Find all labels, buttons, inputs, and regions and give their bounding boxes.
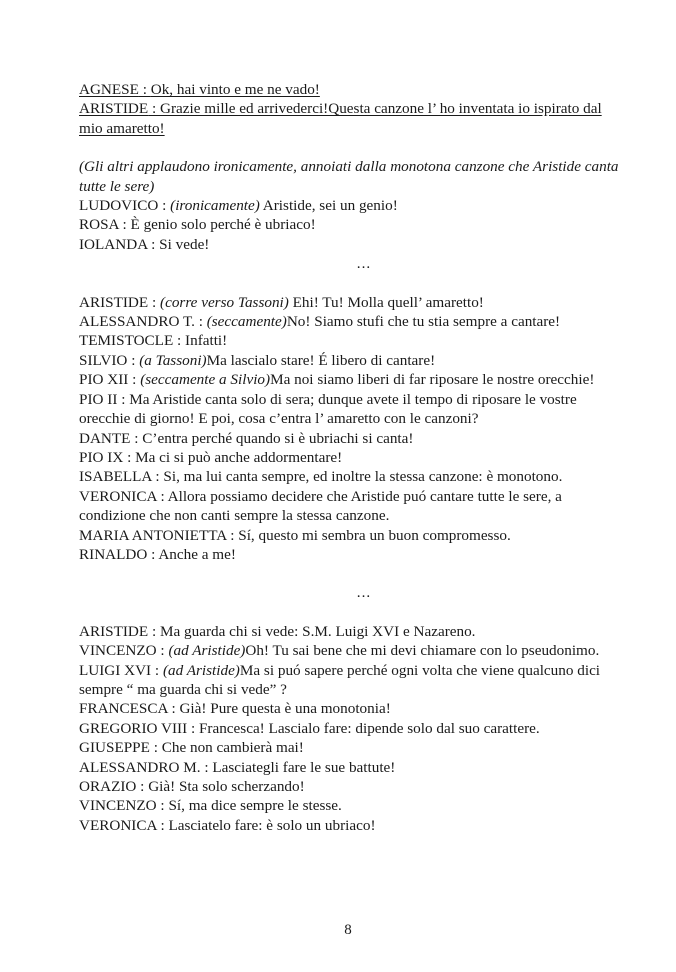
dialogue-text: Ehi! Tu! Molla quell’ amaretto! [288, 293, 484, 311]
dialogue-line: ARISTIDE : (corre verso Tassoni) Ehi! Tu! Molla quell’ amaretto! [79, 293, 484, 311]
dialogue-text: Lasciatelo fare: è solo un ubriaco! [168, 816, 376, 834]
dialogue-text: Ma Aristide canta solo di sera; dunque avete il tempo di riposare le vostre orecchie di giorno! E poi, cosa c’entra l’ amaretto con le canzoni? [79, 390, 577, 428]
stage-direction-inline: (corre verso Tassoni) [160, 293, 289, 311]
dialogue-line: TEMISTOCLE : Infatti! [79, 332, 228, 350]
dialogue-text: Lasciategli fare le sue battute! [212, 758, 396, 776]
dialogue-text: Già! Pure questa è una monotonia! [179, 700, 391, 718]
speaker-name: SILVIO [79, 351, 128, 369]
dialogue-line: ARISTIDE : Ma guarda chi si vede: S.M. Luigi XVI e Nazareno. [79, 622, 476, 640]
dialogue-line: VINCENZO : (ad Aristide)Oh! Tu sai bene che mi devi chiamare con lo pseudonimo. [79, 642, 600, 660]
speaker-name: VINCENZO [79, 642, 157, 660]
speaker-name: DANTE [79, 429, 131, 447]
dialogue-text: Ma ci si può anche addormentare! [135, 448, 343, 466]
scene-separator: ... [356, 255, 372, 273]
dialogue-text: Anche a me! [158, 545, 236, 563]
speaker-name: ISABELLA [79, 468, 152, 486]
speaker-name: TEMISTOCLE [79, 332, 174, 350]
speaker-name: FRANCESCA [79, 700, 168, 718]
dialogue-line: PIO XII : (seccamente a Silvio)Ma noi siamo liberi di far riposare le nostre orecchie! [79, 371, 595, 389]
dialogue-text: Allora possiamo decidere che Aristide puó cantare tutte le sere, a condizione che non canti sempre la stessa canzone. [79, 487, 562, 525]
speaker-name: ARISTIDE [79, 293, 149, 311]
dialogue-line: PIO IX : Ma ci si può anche addormentare! [79, 448, 343, 466]
page-number: 8 [344, 922, 352, 938]
speaker-name: ARISTIDE [79, 100, 149, 118]
dialogue-line: LUIGI XVI : (ad Aristide)Ma si puó sapere perché ogni volta che viene qualcuno dici sempre “ ma guarda chi si vede” ? [79, 661, 601, 698]
dialogue-line: MARIA ANTONIETTA : Sí, questo mi sembra un buon compromesso. [79, 526, 511, 544]
dialogue-line: ARISTIDE : Grazie mille ed arrivederci!Questa canzone l’ ho inventata io ispirato dal mio amaretto! [79, 100, 602, 137]
speaker-name: GREGORIO VIII [79, 719, 188, 737]
dialogue-line: ALESSANDRO M. : Lasciategli fare le sue battute! [79, 758, 396, 776]
dialogue-text: Ma si puó sapere perché ogni volta che viene qualcuno dici sempre “ ma guarda chi si vede” ? [79, 661, 601, 698]
stage-direction-inline: (seccamente a Silvio) [140, 371, 271, 389]
speaker-name: PIO IX [79, 448, 124, 466]
stage-direction [79, 157, 619, 196]
speaker-name: IOLANDA [79, 235, 148, 253]
dialogue-line: IOLANDA : Si vede! [79, 235, 210, 253]
dialogue-line: AGNESE : Ok, hai vinto e me ne vado! [79, 81, 320, 98]
stage-direction-inline: (ad Aristide) [162, 661, 240, 679]
dialogue-text: No! Siamo stufi che tu stia sempre a cantare! [286, 313, 561, 331]
speaker-name: PIO II [79, 390, 118, 408]
dialogue-text: Ok, hai vinto e me ne vado! [150, 81, 320, 98]
stage-direction-inline: (ad Aristide) [168, 642, 246, 660]
speaker-name: MARIA ANTONIETTA [79, 526, 227, 544]
dialogue-line: ALESSANDRO T. : (seccamente)No! Siamo stufi che tu stia sempre a cantare! [79, 313, 561, 331]
dialogue-line: DANTE : C’entra perché quando si è ubriachi si canta! [79, 429, 414, 447]
speaker-name: ROSA [79, 216, 119, 234]
dialogue-text: Oh! Tu sai bene che mi devi chiamare con lo pseudonimo. [245, 642, 600, 660]
dialogue-line: ROSA : È genio solo perché è ubriaco! [79, 216, 316, 234]
dialogue-text: Francesca! Lascialo fare: dipende solo dal suo carattere. [198, 719, 540, 737]
speaker-name: RINALDO [79, 545, 148, 563]
speaker-name: VERONICA [79, 487, 157, 505]
dialogue-text: Ma guarda chi si vede: S.M. Luigi XVI e Nazareno. [160, 622, 476, 640]
speaker-name: VINCENZO [79, 797, 157, 815]
dialogue-line: VINCENZO : Sí, ma dice sempre le stesse. [79, 797, 342, 815]
stage-direction-inline: (seccamente) [206, 313, 287, 331]
dialogue-text: Si, ma lui canta sempre, ed inoltre la stessa canzone: è monotono. [163, 468, 563, 486]
dialogue-text: Si vede! [159, 235, 210, 253]
speaker-name: PIO XII [79, 371, 129, 389]
speaker-name: ORAZIO [79, 778, 137, 795]
dialogue-text: Sí, questo mi sembra un buon compromesso. [238, 526, 511, 544]
dialogue-line: GIUSEPPE : Che non cambierà mai! [79, 739, 304, 757]
dialogue-line: PIO II : Ma Aristide canta solo di sera; dunque avete il tempo di riposare le vostre orecchie di giorno! E poi, cosa c’entra l’ amaretto con le canzoni? [79, 390, 577, 428]
speaker-name: LUIGI XVI [79, 661, 152, 679]
stage-direction-inline: (ironicamente) [170, 197, 260, 215]
speaker-name: ALESSANDRO T. [79, 313, 195, 331]
dialogue-text: C’entra perché quando si è ubriachi si canta! [142, 429, 414, 447]
dialogue-text: Grazie mille ed arrivederci!Questa canzone l’ ho inventata io ispirato dal mio amaretto! [79, 100, 602, 137]
dialogue-text: È genio solo perché è ubriaco! [130, 216, 316, 234]
dialogue-text: Sí, ma dice sempre le stesse. [168, 797, 342, 815]
scene-separator: ... [356, 584, 372, 602]
dialogue-line: SILVIO : (a Tassoni)Ma lascialo stare! É libero di cantare! [79, 351, 436, 369]
dialogue-text: Già! Sta solo scherzando! [148, 778, 305, 795]
speaker-name: AGNESE [79, 81, 139, 98]
dialogue-line: LUDOVICO : (ironicamente) Aristide, sei un genio! [79, 197, 398, 215]
speaker-name: LUDOVICO [79, 197, 159, 215]
dialogue-text: Che non cambierà mai! [161, 739, 304, 757]
dialogue-text: Infatti! [185, 332, 228, 350]
dialogue-text: Aristide, sei un genio! [259, 197, 398, 215]
play-script-text [79, 80, 619, 835]
dialogue-line: VERONICA : Allora possiamo decidere che Aristide puó cantare tutte le sere, a condizione che non canti sempre la stessa canzone. [79, 487, 562, 525]
dialogue-line: GREGORIO VIII : Francesca! Lascialo fare: dipende solo dal suo carattere. [79, 719, 540, 737]
speaker-name: VERONICA [79, 816, 157, 834]
dialogue-line: FRANCESCA : Già! Pure questa è una monotonia! [79, 700, 391, 718]
dialogue-line: VERONICA : Lasciatelo fare: è solo un ubriaco! [79, 816, 376, 834]
stage-direction-text: (Gli altri applaudono ironicamente, annoiati dalla monotona canzone che Aristide canta tutte le sere) [79, 158, 619, 195]
dialogue-line: ORAZIO : Già! Sta solo scherzando! [79, 778, 305, 795]
dialogue-text: Ma lascialo stare! É libero di cantare! [206, 351, 436, 369]
dialogue-text: Ma noi siamo liberi di far riposare le nostre orecchie! [270, 371, 595, 389]
dialogue-line: RINALDO : Anche a me! [79, 545, 236, 563]
stage-direction-inline: (a Tassoni) [139, 351, 207, 369]
speaker-name: ALESSANDRO M. [79, 758, 201, 776]
speaker-name: ARISTIDE [79, 622, 149, 640]
speaker-name: GIUSEPPE [79, 739, 150, 757]
dialogue-line: ISABELLA : Si, ma lui canta sempre, ed inoltre la stessa canzone: è monotono. [79, 468, 563, 486]
